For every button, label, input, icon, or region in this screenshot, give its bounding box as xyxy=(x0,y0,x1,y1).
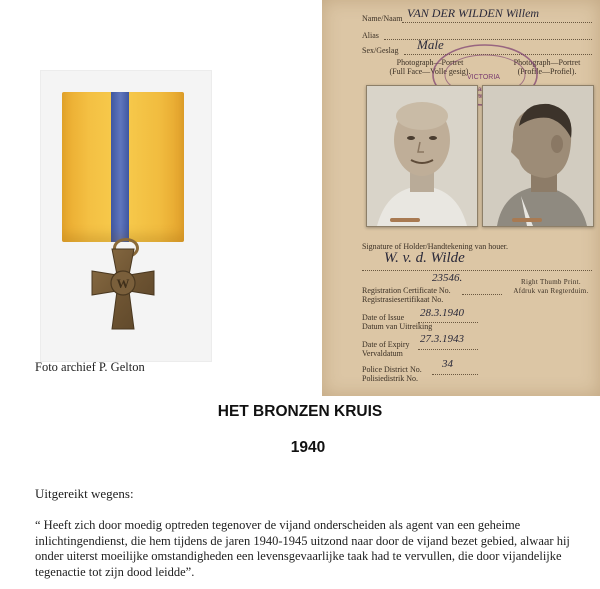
signature-value: W. v. d. Wilde xyxy=(384,250,465,266)
front-portrait-photo xyxy=(366,85,478,227)
reg-cert-number: 23546. xyxy=(432,272,463,284)
reg-cert-label xyxy=(362,286,451,304)
citation-text: “ Heeft zich door moedig optreden tegenover de vijand onderscheiden als agent van een geheime inlichtingendienst, die hem tijdens de jaren 1940-1945 uitzond naar door de vijand bezet gebied, alwaar hij onder uiterst moeilijke omstandigheden een levensgevaarlijke taak had te vervullen, die door vijandelijke tegenactie tot zijn dood leidde”. xyxy=(35,518,570,579)
sex-value: Male xyxy=(417,37,444,52)
profile-portrait-photo xyxy=(482,85,594,227)
page-title: HET BRONZEN KRUIS xyxy=(217,403,383,420)
photo-caption: Foto archief P. Gelton xyxy=(35,360,145,374)
expiry-label-line-2: Vervaldatum xyxy=(362,349,403,358)
police-label-line-1: Police District No. xyxy=(362,365,422,374)
issue-label-line-2: Datum van Uitreiking xyxy=(362,322,433,331)
name-label: Name/Naam xyxy=(362,14,403,23)
stamp-text-1: VICTORIA xyxy=(467,74,500,81)
thumb-print-label xyxy=(506,278,596,296)
alias-label: Alias xyxy=(362,31,379,40)
front-photo-label-line-2: (Full Face—Volle gesig). xyxy=(389,67,471,76)
signature-label: Signature of Holder/Handtekening van houer. xyxy=(362,242,508,251)
expiry-label-line-1: Date of Expiry xyxy=(362,340,410,349)
profile-portrait-icon xyxy=(483,86,593,226)
svg-text:W: W xyxy=(116,276,130,291)
front-photo-label-line-1: Photograph—Portret xyxy=(396,58,464,67)
police-district-value: 34 xyxy=(442,358,453,370)
registration-card xyxy=(322,0,600,396)
front-portrait-icon xyxy=(367,86,477,226)
issue-label-line-1: Date of Issue xyxy=(362,313,405,322)
police-label-line-2: Polisiedistrik No. xyxy=(362,374,419,383)
thumb-label-line-2: Afdruk van Regterduim. xyxy=(513,287,589,295)
thumb-label-line-1: Right Thumb Print. xyxy=(521,278,581,286)
stamp-text-2: van xyxy=(474,86,486,93)
year-heading: 1940 xyxy=(290,439,326,456)
reg-cert-label-line-2: Registrasiesertifikaat No. xyxy=(362,295,444,304)
expiry-date-value: 27.3.1943 xyxy=(420,333,464,345)
awarded-label: Uitgereikt wegens: xyxy=(35,486,134,501)
bronze-cross-icon xyxy=(88,245,158,335)
reg-cert-label-line-1: Registration Certificate No. xyxy=(362,286,451,295)
sex-label: Sex/Geslag xyxy=(362,46,399,55)
medal-ribbon xyxy=(62,92,184,242)
expiry-date-label xyxy=(362,340,410,358)
name-value: VAN DER WILDEN Willem xyxy=(407,6,540,20)
issue-date-value: 28.3.1940 xyxy=(420,307,464,319)
police-district-label xyxy=(362,365,422,383)
profile-photo-label-line-1: Photograph—Portret xyxy=(513,58,581,67)
profile-photo-label-line-2: (Profile—Profiel). xyxy=(517,67,577,76)
